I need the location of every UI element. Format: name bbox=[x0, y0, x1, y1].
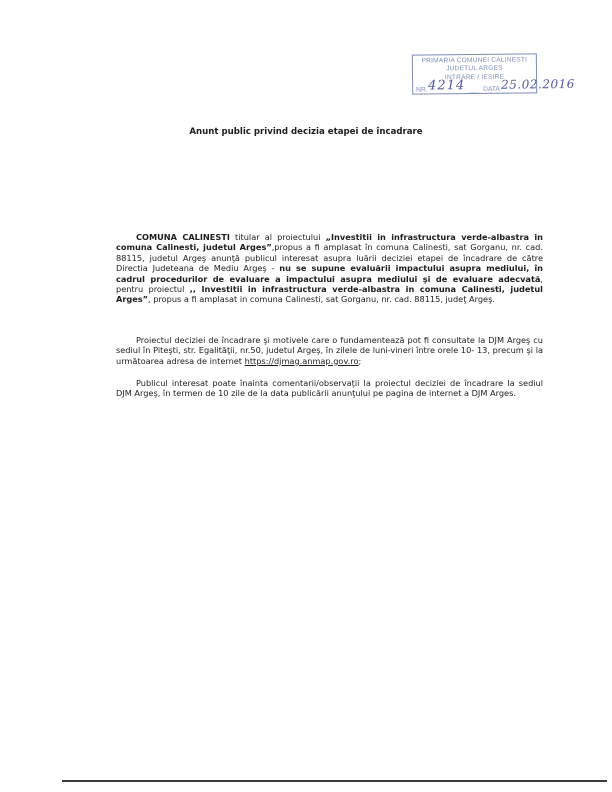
applicant-name: COMUNA CALINESTI bbox=[136, 232, 230, 242]
text-segment: , pentru proiectul bbox=[116, 273, 543, 295]
registration-stamp bbox=[412, 53, 575, 96]
text-segment: , propus a fi amplasat in comuna Calinesti, sat Gorganu, nr. cad. 88115, judeţ Argeş. bbox=[148, 294, 495, 305]
stamp-county: JUDETUL ARGES bbox=[446, 65, 503, 73]
project-name: „Investitii in infrastructura verde-albastra in comuna Calinesti, judetul Arges” bbox=[116, 232, 544, 253]
text-segment: ; bbox=[358, 355, 362, 366]
stamp-direction: INTRARE / IESIRE bbox=[444, 73, 505, 82]
paragraph-announcement bbox=[116, 232, 543, 305]
project-name-repeat: ,, Investitii in infrastructura verde-albastra in comuna Calinesti, judetul Arges” bbox=[116, 284, 543, 305]
internet-address-link[interactable]: https://djmag.anmap.gov.ro bbox=[244, 355, 359, 366]
paragraph-comments bbox=[116, 378, 543, 399]
consultation-text: Proiectul deciziei de încadrare şi motivele care o fundamentează pot fi consultate la DJM Argeş cu sediul în Piteşti, str. Egalităţii, nr.50, judetul Argeş, în zilele de luni-vineri între orele 10- 13, precum şi la următoarea adresa de internet bbox=[116, 335, 543, 366]
stamp-dots: ...... bbox=[468, 88, 480, 96]
stamp-registration-number: 4214 bbox=[428, 78, 466, 94]
stamp-data-label: DATA bbox=[483, 85, 500, 94]
decision-statement: nu se supune evaluării impactului asupra mediului, în cadrul procedurilor de evaluare a impactului asupra mediului şi de evaluare adecvată bbox=[116, 263, 544, 284]
stamp-nr-label: NR. bbox=[416, 86, 428, 94]
document-title: Anunt public privind decizia etapei de încadrare bbox=[189, 127, 423, 137]
comments-text: Publicul interesat poate înainta comentarii/observaţii la proiectul deciziei de încadrare la sediul DJM Argeş, în termen de 10 zile de la data publicării anunţului pe pagina de internet a DJM Arges. bbox=[116, 378, 543, 399]
stamp-registration-date: 25.02.2016 bbox=[501, 77, 575, 92]
page-bottom-edge bbox=[62, 780, 607, 782]
text-segment: ,propus a fi amplasat în comuna Calinesti, sat Gorganu, nr. cad. 88115, judetul Argeş anunţă publicul interesat asupra luării deciziei etapei de încadrare de către Directia Judeteana de Mediu Argeş - bbox=[116, 242, 543, 274]
paragraph-consultation bbox=[116, 335, 543, 366]
stamp-institution: PRIMARIA COMUNEI CALINESTI bbox=[421, 56, 528, 65]
text-segment: titular al proiectului bbox=[229, 232, 326, 242]
